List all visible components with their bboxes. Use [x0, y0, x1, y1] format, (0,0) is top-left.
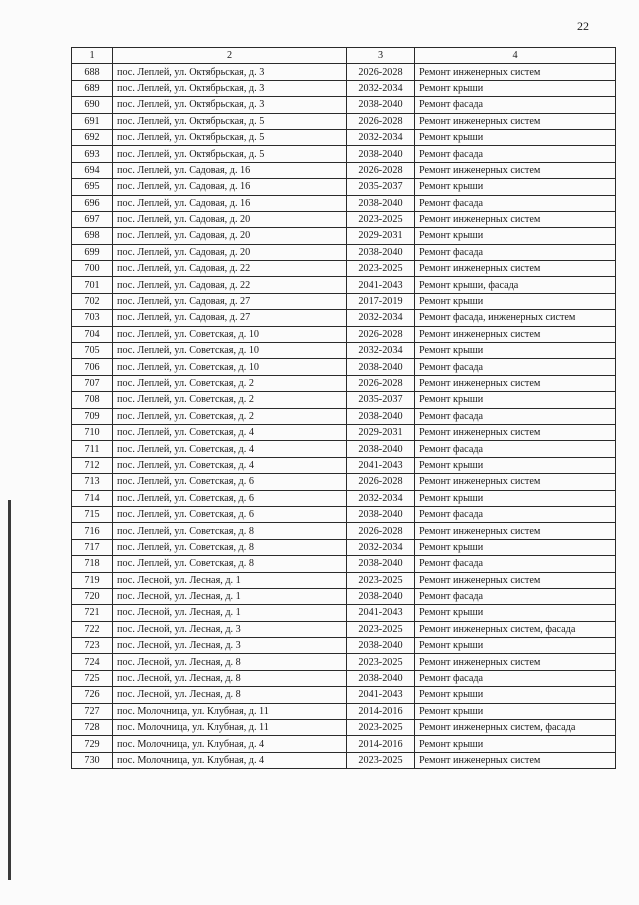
work-type-cell: Ремонт крыши: [415, 343, 616, 359]
period-cell: 2026-2028: [347, 523, 415, 539]
row-number-cell: 724: [72, 654, 113, 670]
address-cell: пос. Лесной, ул. Лесная, д. 8: [113, 687, 347, 703]
work-type-cell: Ремонт инженерных систем: [415, 261, 616, 277]
period-cell: 2041-2043: [347, 457, 415, 473]
period-cell: 2026-2028: [347, 113, 415, 129]
row-number-cell: 725: [72, 670, 113, 686]
address-cell: пос. Молочница, ул. Клубная, д. 11: [113, 720, 347, 736]
period-cell: 2038-2040: [347, 244, 415, 260]
period-cell: 2029-2031: [347, 424, 415, 440]
repair-schedule-table: [71, 47, 616, 769]
row-number-cell: 689: [72, 80, 113, 96]
address-cell: пос. Лесной, ул. Лесная, д. 1: [113, 572, 347, 588]
period-cell: 2026-2028: [347, 64, 415, 80]
period-cell: 2032-2034: [347, 80, 415, 96]
row-number-cell: 730: [72, 752, 113, 768]
period-cell: 2023-2025: [347, 211, 415, 227]
address-cell: пос. Леплей, ул. Советская, д. 4: [113, 457, 347, 473]
table-row: [72, 195, 616, 211]
row-number-cell: 693: [72, 146, 113, 162]
address-cell: пос. Молочница, ул. Клубная, д. 4: [113, 752, 347, 768]
table-row: [72, 179, 616, 195]
row-number-cell: 727: [72, 703, 113, 719]
work-type-cell: Ремонт фасада: [415, 359, 616, 375]
table-body: [72, 64, 616, 769]
period-cell: 2038-2040: [347, 670, 415, 686]
work-type-cell: Ремонт крыши: [415, 392, 616, 408]
address-cell: пос. Леплей, ул. Советская, д. 2: [113, 392, 347, 408]
table-row: [72, 638, 616, 654]
work-type-cell: Ремонт инженерных систем: [415, 474, 616, 490]
table-row: [72, 720, 616, 736]
table-row: [72, 277, 616, 293]
row-number-cell: 721: [72, 605, 113, 621]
row-number-cell: 728: [72, 720, 113, 736]
row-number-cell: 711: [72, 441, 113, 457]
work-type-cell: Ремонт фасада: [415, 506, 616, 522]
work-type-cell: Ремонт крыши, фасада: [415, 277, 616, 293]
work-type-cell: Ремонт крыши: [415, 736, 616, 752]
period-cell: 2023-2025: [347, 654, 415, 670]
work-type-cell: Ремонт фасада: [415, 408, 616, 424]
address-cell: пос. Леплей, ул. Советская, д. 2: [113, 408, 347, 424]
row-number-cell: 714: [72, 490, 113, 506]
row-number-cell: 703: [72, 310, 113, 326]
table-row: [72, 474, 616, 490]
work-type-cell: Ремонт фасада: [415, 146, 616, 162]
row-number-cell: 709: [72, 408, 113, 424]
address-cell: пос. Леплей, ул. Советская, д. 2: [113, 375, 347, 391]
address-cell: пос. Леплей, ул. Советская, д. 6: [113, 474, 347, 490]
work-type-cell: Ремонт крыши: [415, 539, 616, 555]
table-row: [72, 146, 616, 162]
table-row: [72, 670, 616, 686]
address-cell: пос. Леплей, ул. Советская, д. 4: [113, 441, 347, 457]
row-number-cell: 707: [72, 375, 113, 391]
work-type-cell: Ремонт фасада: [415, 97, 616, 113]
address-cell: пос. Леплей, ул. Советская, д. 10: [113, 359, 347, 375]
work-type-cell: Ремонт инженерных систем: [415, 64, 616, 80]
address-cell: пос. Лесной, ул. Лесная, д. 1: [113, 605, 347, 621]
address-cell: пос. Леплей, ул. Советская, д. 8: [113, 556, 347, 572]
table-row: [72, 523, 616, 539]
table-row: [72, 261, 616, 277]
work-type-cell: Ремонт фасада: [415, 588, 616, 604]
row-number-cell: 722: [72, 621, 113, 637]
address-cell: пос. Леплей, ул. Октябрьская, д. 3: [113, 64, 347, 80]
header-col-3: 3: [347, 48, 415, 64]
period-cell: 2032-2034: [347, 310, 415, 326]
table-row: [72, 654, 616, 670]
work-type-cell: Ремонт крыши: [415, 638, 616, 654]
period-cell: 2032-2034: [347, 343, 415, 359]
row-number-cell: 726: [72, 687, 113, 703]
row-number-cell: 710: [72, 424, 113, 440]
table-row: [72, 64, 616, 80]
row-number-cell: 694: [72, 162, 113, 178]
table-row: [72, 162, 616, 178]
row-number-cell: 706: [72, 359, 113, 375]
period-cell: 2038-2040: [347, 506, 415, 522]
address-cell: пос. Леплей, ул. Садовая, д. 22: [113, 277, 347, 293]
address-cell: пос. Леплей, ул. Октябрьская, д. 3: [113, 80, 347, 96]
table-row: [72, 556, 616, 572]
table-row: [72, 375, 616, 391]
period-cell: 2026-2028: [347, 474, 415, 490]
work-type-cell: Ремонт фасада: [415, 670, 616, 686]
table-row: [72, 113, 616, 129]
row-number-cell: 723: [72, 638, 113, 654]
work-type-cell: Ремонт крыши: [415, 605, 616, 621]
work-type-cell: Ремонт инженерных систем: [415, 572, 616, 588]
table-row: [72, 621, 616, 637]
address-cell: пос. Молочница, ул. Клубная, д. 4: [113, 736, 347, 752]
row-number-cell: 717: [72, 539, 113, 555]
address-cell: пос. Леплей, ул. Советская, д. 4: [113, 424, 347, 440]
work-type-cell: Ремонт фасада: [415, 244, 616, 260]
table-row: [72, 687, 616, 703]
header-col-2: 2: [113, 48, 347, 64]
period-cell: 2038-2040: [347, 195, 415, 211]
header-col-4: 4: [415, 48, 616, 64]
table-row: [72, 539, 616, 555]
row-number-cell: 719: [72, 572, 113, 588]
table-row: [72, 244, 616, 260]
period-cell: 2032-2034: [347, 539, 415, 555]
work-type-cell: Ремонт фасада: [415, 556, 616, 572]
period-cell: 2038-2040: [347, 556, 415, 572]
work-type-cell: Ремонт фасада: [415, 195, 616, 211]
work-type-cell: Ремонт крыши: [415, 490, 616, 506]
work-type-cell: Ремонт крыши: [415, 703, 616, 719]
table-row: [72, 424, 616, 440]
address-cell: пос. Лесной, ул. Лесная, д. 1: [113, 588, 347, 604]
row-number-cell: 696: [72, 195, 113, 211]
work-type-cell: Ремонт крыши: [415, 179, 616, 195]
address-cell: пос. Лесной, ул. Лесная, д. 8: [113, 670, 347, 686]
address-cell: пос. Леплей, ул. Советская, д. 6: [113, 490, 347, 506]
row-number-cell: 702: [72, 293, 113, 309]
address-cell: пос. Леплей, ул. Октябрьская, д. 3: [113, 97, 347, 113]
work-type-cell: Ремонт инженерных систем: [415, 752, 616, 768]
period-cell: 2029-2031: [347, 228, 415, 244]
row-number-cell: 712: [72, 457, 113, 473]
address-cell: пос. Леплей, ул. Советская, д. 10: [113, 326, 347, 342]
row-number-cell: 705: [72, 343, 113, 359]
table-row: [72, 457, 616, 473]
row-number-cell: 695: [72, 179, 113, 195]
table-row: [72, 441, 616, 457]
period-cell: 2023-2025: [347, 572, 415, 588]
period-cell: 2038-2040: [347, 408, 415, 424]
work-type-cell: Ремонт крыши: [415, 80, 616, 96]
scan-edge-bar: [8, 500, 11, 880]
address-cell: пос. Леплей, ул. Садовая, д. 27: [113, 310, 347, 326]
period-cell: 2041-2043: [347, 605, 415, 621]
table-row: [72, 211, 616, 227]
work-type-cell: Ремонт фасада, инженерных систем: [415, 310, 616, 326]
row-number-cell: 716: [72, 523, 113, 539]
address-cell: пос. Леплей, ул. Октябрьская, д. 5: [113, 129, 347, 145]
period-cell: 2038-2040: [347, 441, 415, 457]
work-type-cell: Ремонт фасада: [415, 441, 616, 457]
period-cell: 2032-2034: [347, 490, 415, 506]
row-number-cell: 690: [72, 97, 113, 113]
period-cell: 2038-2040: [347, 588, 415, 604]
row-number-cell: 704: [72, 326, 113, 342]
row-number-cell: 697: [72, 211, 113, 227]
period-cell: 2035-2037: [347, 179, 415, 195]
work-type-cell: Ремонт инженерных систем: [415, 424, 616, 440]
header-row: [72, 48, 616, 64]
address-cell: пос. Леплей, ул. Садовая, д. 16: [113, 162, 347, 178]
work-type-cell: Ремонт инженерных систем: [415, 326, 616, 342]
address-cell: пос. Леплей, ул. Садовая, д. 16: [113, 179, 347, 195]
work-type-cell: Ремонт инженерных систем, фасада: [415, 720, 616, 736]
table-row: [72, 343, 616, 359]
work-type-cell: Ремонт инженерных систем: [415, 162, 616, 178]
address-cell: пос. Молочница, ул. Клубная, д. 11: [113, 703, 347, 719]
period-cell: 2041-2043: [347, 687, 415, 703]
period-cell: 2017-2019: [347, 293, 415, 309]
work-type-cell: Ремонт инженерных систем: [415, 113, 616, 129]
row-number-cell: 699: [72, 244, 113, 260]
period-cell: 2023-2025: [347, 261, 415, 277]
table-row: [72, 588, 616, 604]
row-number-cell: 700: [72, 261, 113, 277]
header-col-1: 1: [72, 48, 113, 64]
row-number-cell: 720: [72, 588, 113, 604]
row-number-cell: 708: [72, 392, 113, 408]
address-cell: пос. Леплей, ул. Садовая, д. 16: [113, 195, 347, 211]
table-row: [72, 228, 616, 244]
address-cell: пос. Леплей, ул. Садовая, д. 20: [113, 211, 347, 227]
table-row: [72, 506, 616, 522]
address-cell: пос. Лесной, ул. Лесная, д. 3: [113, 621, 347, 637]
table-row: [72, 703, 616, 719]
table-row: [72, 605, 616, 621]
period-cell: 2026-2028: [347, 326, 415, 342]
table-row: [72, 752, 616, 768]
work-type-cell: Ремонт крыши: [415, 293, 616, 309]
work-type-cell: Ремонт инженерных систем: [415, 211, 616, 227]
table-row: [72, 129, 616, 145]
table-row: [72, 293, 616, 309]
period-cell: 2038-2040: [347, 638, 415, 654]
table-row: [72, 310, 616, 326]
address-cell: пос. Леплей, ул. Садовая, д. 22: [113, 261, 347, 277]
period-cell: 2026-2028: [347, 375, 415, 391]
row-number-cell: 691: [72, 113, 113, 129]
work-type-cell: Ремонт инженерных систем, фасада: [415, 621, 616, 637]
address-cell: пос. Лесной, ул. Лесная, д. 8: [113, 654, 347, 670]
work-type-cell: Ремонт инженерных систем: [415, 375, 616, 391]
row-number-cell: 701: [72, 277, 113, 293]
address-cell: пос. Лесной, ул. Лесная, д. 3: [113, 638, 347, 654]
address-cell: пос. Леплей, ул. Садовая, д. 20: [113, 244, 347, 260]
row-number-cell: 718: [72, 556, 113, 572]
table-row: [72, 490, 616, 506]
period-cell: 2041-2043: [347, 277, 415, 293]
period-cell: 2023-2025: [347, 752, 415, 768]
period-cell: 2023-2025: [347, 621, 415, 637]
work-type-cell: Ремонт крыши: [415, 687, 616, 703]
address-cell: пос. Леплей, ул. Советская, д. 8: [113, 523, 347, 539]
table-row: [72, 408, 616, 424]
table-row: [72, 326, 616, 342]
address-cell: пос. Леплей, ул. Садовая, д. 27: [113, 293, 347, 309]
address-cell: пос. Леплей, ул. Октябрьская, д. 5: [113, 146, 347, 162]
work-type-cell: Ремонт крыши: [415, 228, 616, 244]
period-cell: 2035-2037: [347, 392, 415, 408]
row-number-cell: 715: [72, 506, 113, 522]
table-row: [72, 80, 616, 96]
table-row: [72, 97, 616, 113]
work-type-cell: Ремонт крыши: [415, 457, 616, 473]
work-type-cell: Ремонт инженерных систем: [415, 523, 616, 539]
table-row: [72, 572, 616, 588]
table-row: [72, 359, 616, 375]
period-cell: 2014-2016: [347, 736, 415, 752]
period-cell: 2014-2016: [347, 703, 415, 719]
row-number-cell: 698: [72, 228, 113, 244]
page-number: 22: [577, 19, 589, 33]
work-type-cell: Ремонт крыши: [415, 129, 616, 145]
period-cell: 2038-2040: [347, 359, 415, 375]
period-cell: 2032-2034: [347, 129, 415, 145]
address-cell: пос. Леплей, ул. Октябрьская, д. 5: [113, 113, 347, 129]
address-cell: пос. Леплей, ул. Советская, д. 10: [113, 343, 347, 359]
period-cell: 2038-2040: [347, 97, 415, 113]
period-cell: 2026-2028: [347, 162, 415, 178]
address-cell: пос. Леплей, ул. Садовая, д. 20: [113, 228, 347, 244]
row-number-cell: 688: [72, 64, 113, 80]
period-cell: 2038-2040: [347, 146, 415, 162]
table-row: [72, 736, 616, 752]
row-number-cell: 729: [72, 736, 113, 752]
row-number-cell: 692: [72, 129, 113, 145]
row-number-cell: 713: [72, 474, 113, 490]
address-cell: пос. Леплей, ул. Советская, д. 8: [113, 539, 347, 555]
address-cell: пос. Леплей, ул. Советская, д. 6: [113, 506, 347, 522]
work-type-cell: Ремонт инженерных систем: [415, 654, 616, 670]
period-cell: 2023-2025: [347, 720, 415, 736]
table-row: [72, 392, 616, 408]
